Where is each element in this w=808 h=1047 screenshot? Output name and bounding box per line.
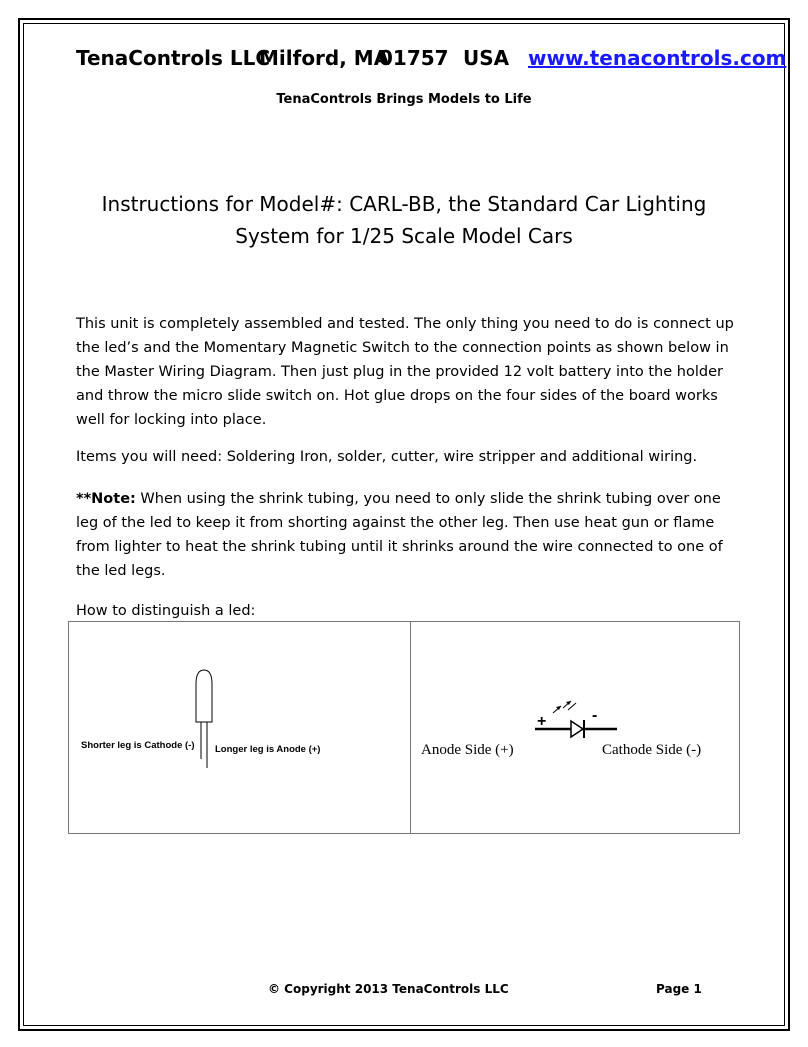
shorter-leg-label: Shorter leg is Cathode (-) <box>81 740 195 751</box>
letterhead <box>0 46 808 74</box>
page-title-line-2: System for 1/25 Scale Model Cars <box>235 224 573 248</box>
zip-code: 01757 <box>379 46 449 70</box>
items-needed-paragraph: Items you will need: Soldering Iron, solder, cutter, wire stripper and additional wiring. <box>76 449 698 465</box>
led-physical-drawing <box>196 670 212 768</box>
note-label: **Note: <box>76 491 136 507</box>
website-link[interactable]: www.tenacontrols.com <box>528 46 787 70</box>
tagline: TenaControls Brings Models to Life <box>276 92 532 107</box>
plus-sign: + <box>537 713 547 730</box>
country: USA <box>463 46 510 70</box>
page-title <box>60 188 748 252</box>
note-text: When using the shrink tubing, you need to only slide the shrink tubing over one leg of the led to keep it from shorting against the other leg. Then use heat gun or flame from lighter to heat the shrink tubing until it shrinks around the wire connected to one of the led legs. <box>76 491 723 579</box>
led-diagram-drawing <box>69 622 739 833</box>
diode-triangle <box>571 721 583 737</box>
minus-sign: - <box>592 707 598 724</box>
anode-side-label: Anode Side (+) <box>421 742 514 758</box>
note-paragraph <box>76 487 736 583</box>
led-schematic-symbol <box>535 701 617 738</box>
led-body <box>196 670 212 722</box>
longer-leg-label: Longer leg is Anode (+) <box>215 744 321 755</box>
led-diagram-table <box>68 621 740 834</box>
page-title-line-1: Instructions for Model#: CARL-BB, the Standard Car Lighting <box>101 192 707 216</box>
copyright-notice: © Copyright 2013 TenaControls LLC <box>268 982 509 996</box>
company-name: TenaControls LLC <box>76 46 270 70</box>
page-number: Page 1 <box>656 982 702 996</box>
cathode-side-label: Cathode Side (-) <box>602 742 702 758</box>
led-heading: How to distinguish a led: <box>76 603 256 619</box>
intro-paragraph: This unit is completely assembled and tested. The only thing you need to do is connect up the led’s and the Momentary Magnetic Switch to the connection points as shown below in the Master Wiring Diagram. Then just plug in the provided 12 volt battery into the holder and throw the micro slide switch on. Hot glue drops on the four sides of the board works well for locking into place. <box>76 316 734 428</box>
city-state: Milford, MA <box>259 46 390 70</box>
